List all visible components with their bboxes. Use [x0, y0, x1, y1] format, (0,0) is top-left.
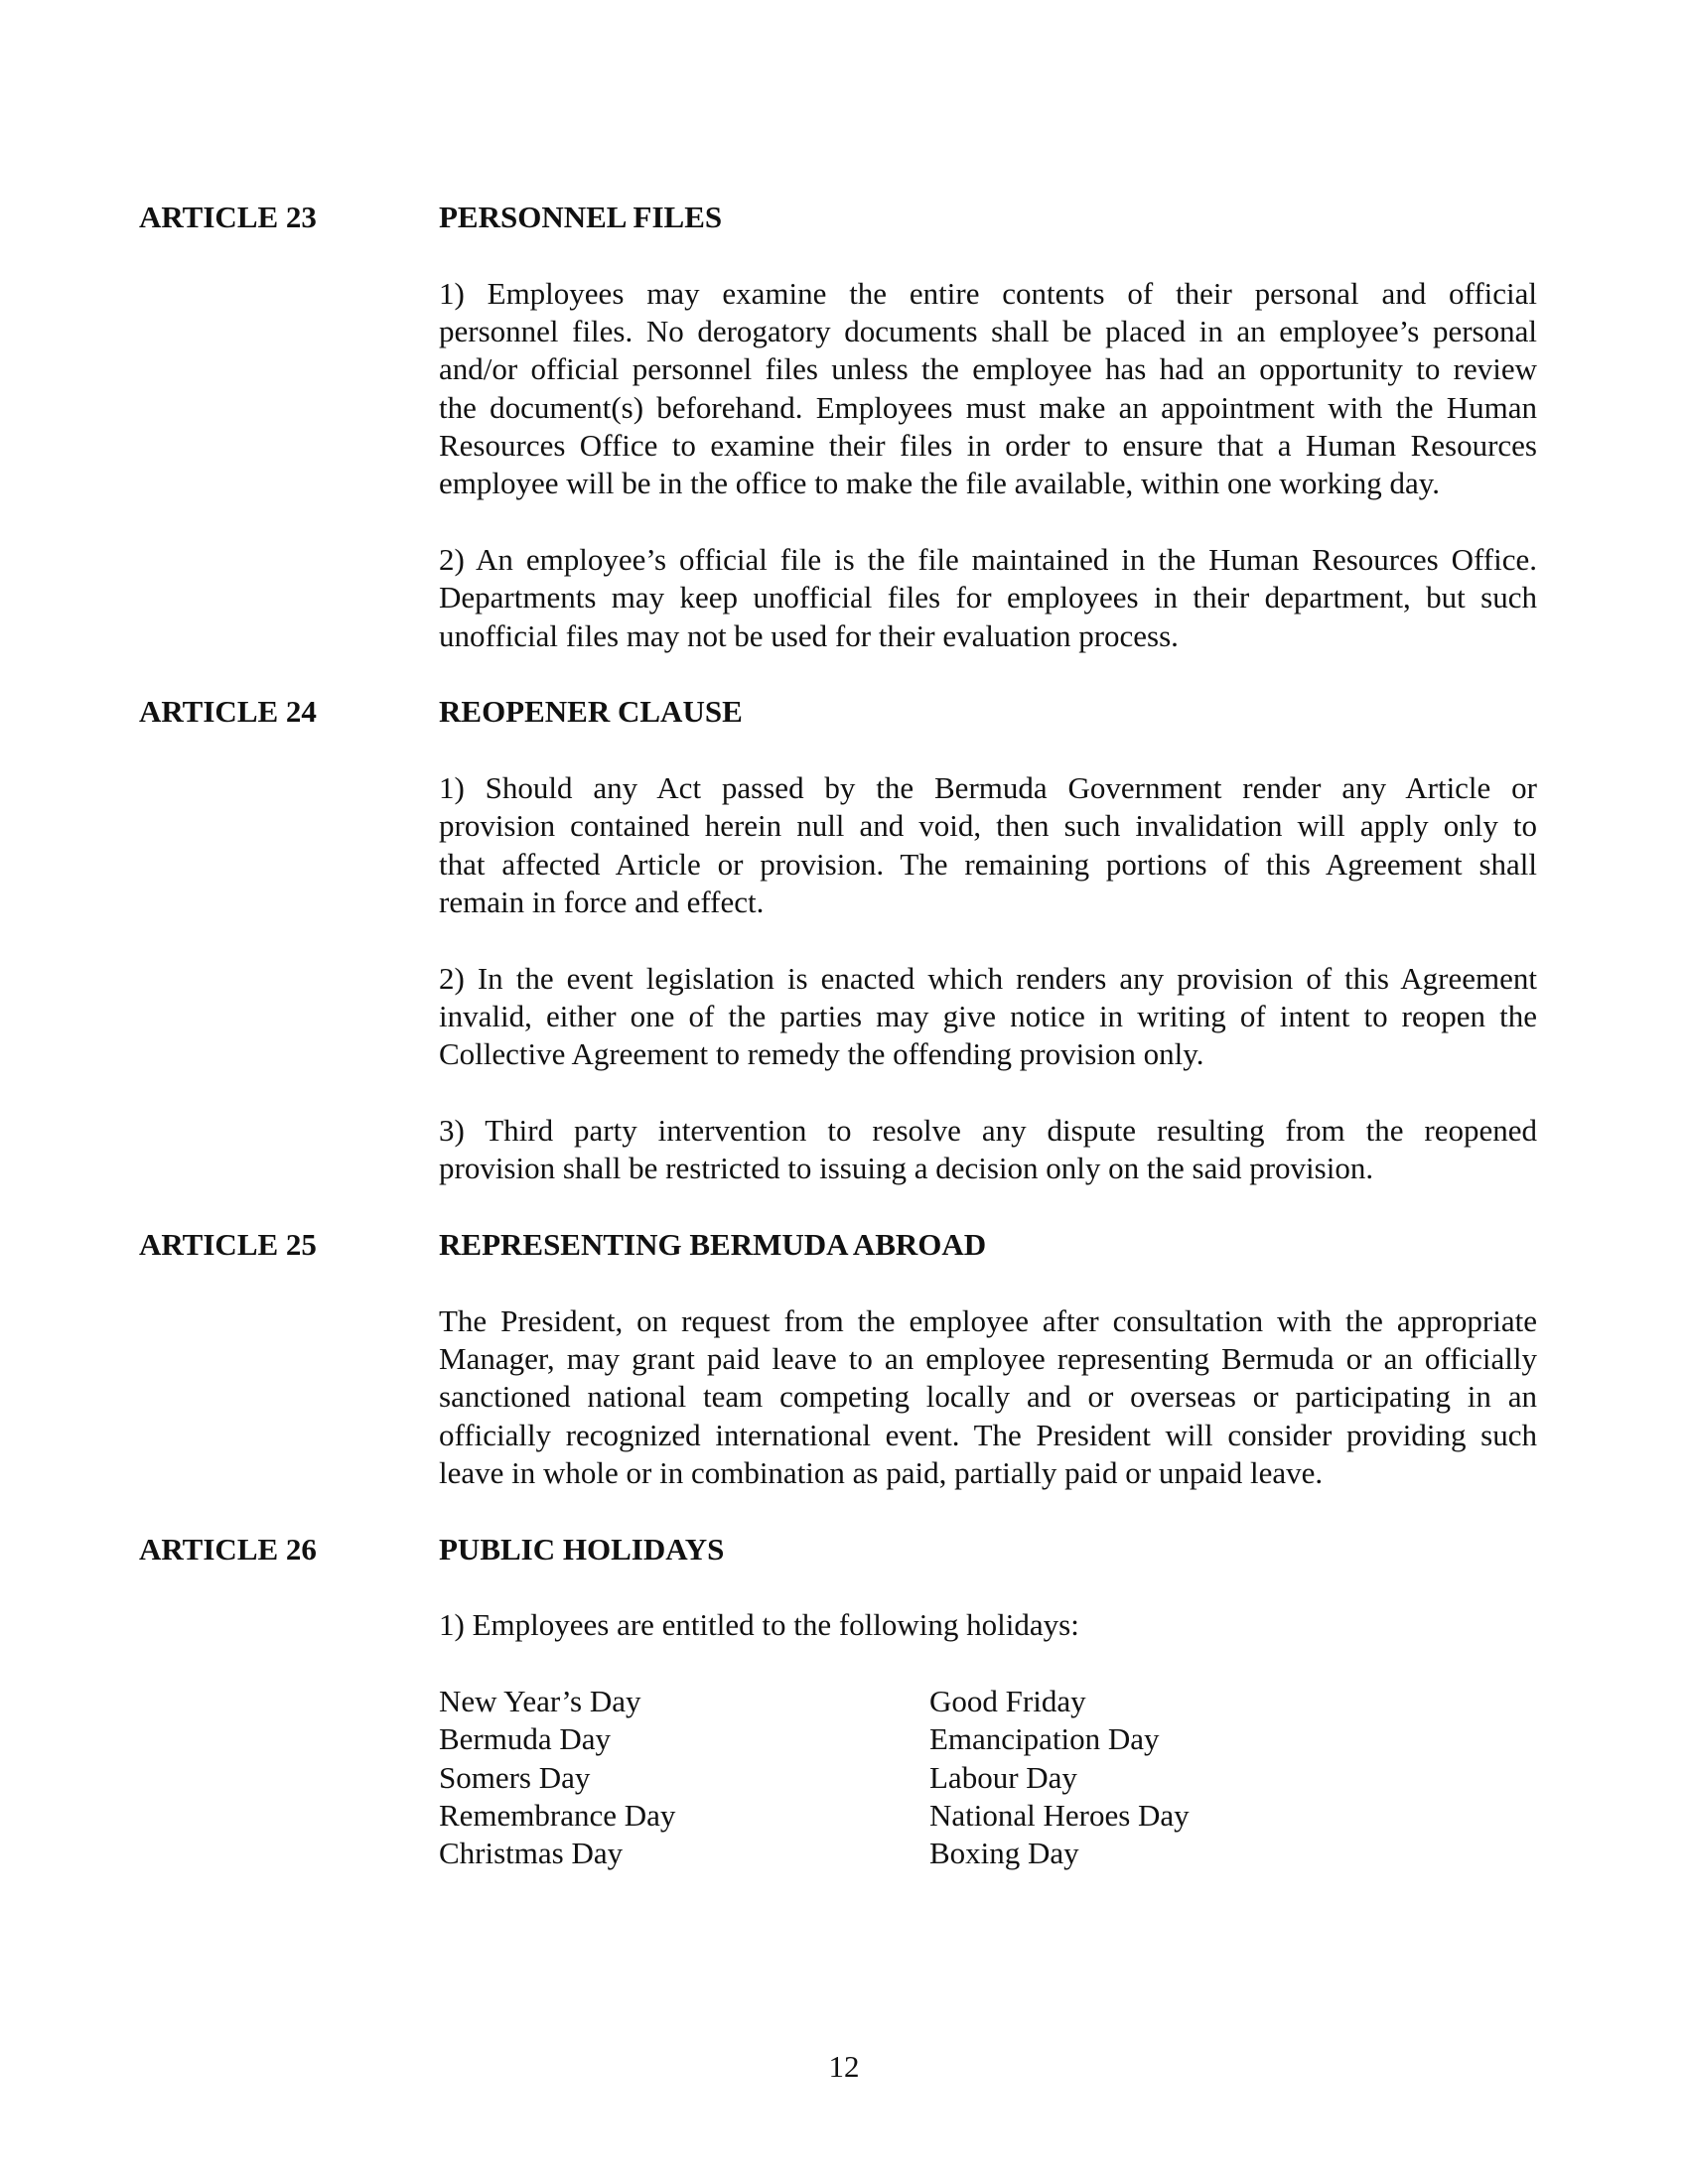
holiday-item: New Year’s Day [439, 1683, 641, 1718]
text-line: 2) In the event legislation is enacted which renders any provision of this Agreement [439, 960, 1537, 996]
text-line: officially recognized international event. The President will consider providing such [439, 1417, 1537, 1452]
paragraph [439, 541, 1537, 655]
text-line: Resources Office to examine their files in order to ensure that a Human Resources [439, 427, 1537, 463]
article-heading [0, 1226, 1688, 1264]
text-line: invalid, either one of the parties may give notice in writing of intent to reopen the [439, 998, 1537, 1033]
text-line: Collective Agreement to remedy the offending provision only. [439, 1036, 1204, 1072]
text-line: and/or official personnel files unless the employee has had an opportunity to review [439, 351, 1537, 387]
text-line: provision shall be restricted to issuing a decision only on the said provision. [439, 1151, 1374, 1186]
text-line: provision contained herein null and void, then such invalidation will apply only to [439, 808, 1537, 844]
holiday-list-right [929, 1683, 1190, 1873]
text-line: 2) An employee’s official file is the file maintained in the Human Resources Office. [439, 541, 1537, 577]
text-line: sanctioned national team competing locally and or overseas or participating in an [439, 1379, 1537, 1415]
text-line: leave in whole or in combination as paid, partially paid or unpaid leave. [439, 1454, 1324, 1490]
paragraph [439, 769, 1537, 921]
holiday-item: Good Friday [929, 1683, 1086, 1718]
text-line: the document(s) beforehand. Employees must make an appointment with the Human [439, 389, 1537, 425]
holiday-item: Christmas Day [439, 1836, 624, 1871]
text-line: Manager, may grant paid leave to an employee representing Bermuda or an officially [439, 1340, 1537, 1376]
holiday-item: Somers Day [439, 1759, 591, 1795]
text-line: 3) Third party intervention to resolve any dispute resulting from the reopened [439, 1112, 1537, 1148]
text-line: remain in force and effect. [439, 884, 765, 919]
article-number: ARTICLE 23 [139, 200, 317, 234]
paragraph [439, 1112, 1537, 1188]
text-line: Departments may keep unofficial files for employees in their department, but such [439, 580, 1537, 615]
text-line: 1) Employees may examine the entire contents of their personal and official [439, 275, 1537, 311]
article-title: REOPENER CLAUSE [439, 694, 743, 730]
text-line: unofficial files may not be used for their evaluation process. [439, 617, 1179, 653]
paragraph [439, 1606, 1537, 1644]
paragraph [439, 960, 1537, 1074]
page-number: 12 [828, 2049, 860, 2084]
holiday-item: Remembrance Day [439, 1797, 676, 1833]
article-number: ARTICLE 25 [139, 1226, 317, 1262]
holiday-item: Boxing Day [929, 1836, 1079, 1871]
article-number: ARTICLE 26 [139, 1531, 317, 1567]
article-heading [0, 199, 1688, 236]
text-line: 1) Employees are entitled to the following holidays: [439, 1607, 1079, 1643]
paragraph [439, 275, 1537, 503]
article-title: REPRESENTING BERMUDA ABROAD [439, 1226, 987, 1262]
text-line: personnel files. No derogatory documents shall be placed in an employee’s personal [439, 313, 1537, 348]
paragraph [439, 1302, 1537, 1493]
article-title: PUBLIC HOLIDAYS [439, 1531, 725, 1567]
article-title: PERSONNEL FILES [439, 200, 723, 234]
text-line: 1) Should any Act passed by the Bermuda Government render any Article or [439, 769, 1537, 805]
text-line: that affected Article or provision. The remaining portions of this Agreement shall [439, 846, 1537, 882]
text-line: employee will be in the office to make the file available, within one working day. [439, 466, 1441, 501]
holiday-item: Bermuda Day [439, 1721, 612, 1757]
article-number: ARTICLE 24 [139, 694, 317, 730]
holiday-item: Labour Day [929, 1759, 1077, 1795]
holiday-list-left [439, 1683, 675, 1873]
holiday-item: National Heroes Day [929, 1797, 1190, 1833]
article-heading [0, 693, 1688, 731]
article-heading [0, 1531, 1688, 1569]
holiday-item: Emancipation Day [929, 1721, 1160, 1757]
text-line: The President, on request from the employee after consultation with the appropriate [439, 1302, 1537, 1338]
